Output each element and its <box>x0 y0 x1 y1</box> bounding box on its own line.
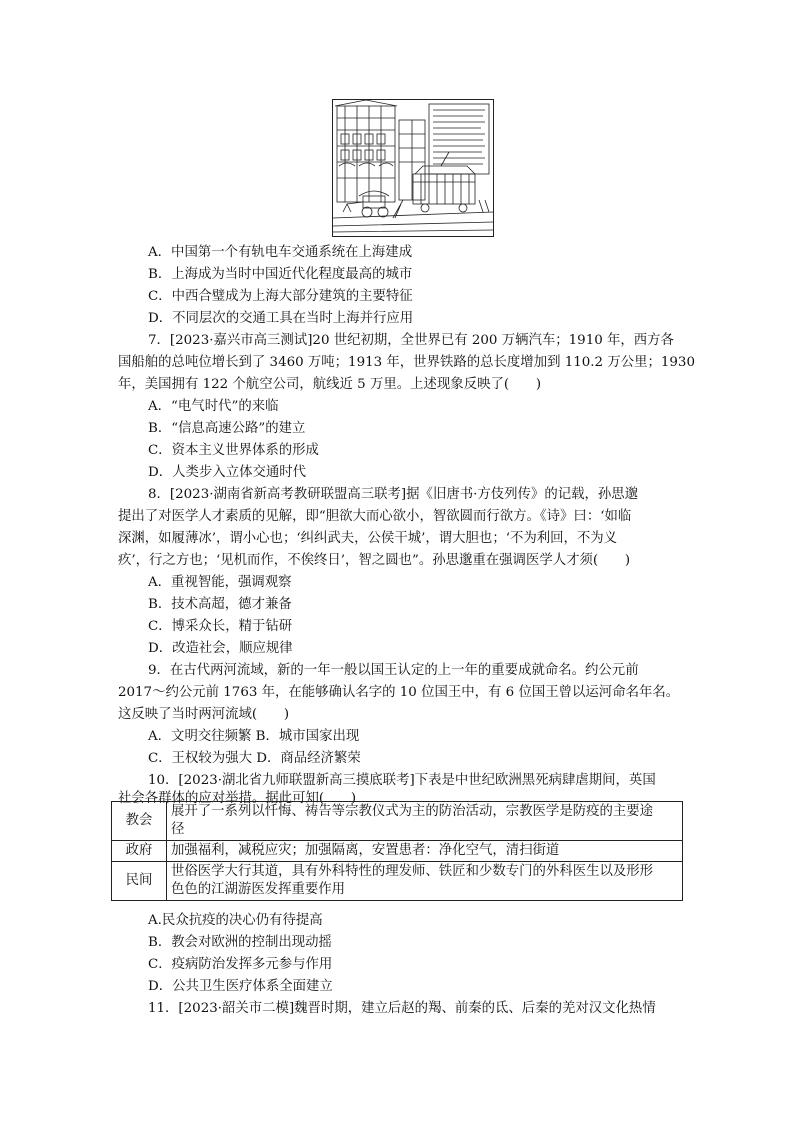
q7-stem-line-3: 年，美国拥有 122 个航空公司，航线近 5 万里。上述现象反映了( ) <box>118 377 542 392</box>
q9-options-ab: A．文明交往频繁 B．城市国家出现 <box>148 729 360 744</box>
q10-option-d: D．公共卫生医疗体系全面建立 <box>148 979 333 994</box>
table-cell-measure <box>167 862 683 901</box>
q9-stem-line-1: 9．在古代两河流域，新的一年一般以国王认定的上一年的重要成就命名。约公元前 <box>148 663 639 678</box>
q10-stem-line-2: 社会各群体的应对举措。据此可知( ) <box>118 791 357 806</box>
q11-stem-line-1: 11．[2023·韶关市二模]魏晋时期，建立后赵的羯、前秦的氐、后秦的羌对汉文化热情 <box>148 1001 656 1016</box>
q7-stem-line-1: 7．[2023·嘉兴市高三测试]20 世纪初期，全世界已有 200 万辆汽车；1910 年，西方各 <box>148 333 674 348</box>
table-cell-group: 教会 <box>112 802 167 841</box>
q6-option-b: B．上海成为当时中国近代化程度最高的城市 <box>148 267 413 282</box>
table-cell-group: 政府 <box>112 841 167 862</box>
q7-option-a: A．“电气时代”的来临 <box>148 399 279 414</box>
table-cell-measure <box>167 841 683 862</box>
q8-option-a: A．重视智能，强调观察 <box>148 575 292 590</box>
q8-option-d: D．改造社会，顺应规律 <box>148 641 293 656</box>
black-death-response-table <box>111 801 683 901</box>
q7-option-c: C．资本主义世界体系的形成 <box>148 443 319 458</box>
table-cell-text: 世俗医学大行其道，具有外科特性的理发师、铁匠和少数专门的外科医生以及形形 <box>171 864 654 879</box>
table-cell-text: 加强福利，减税应灾；加强隔离，安置患者：净化空气，清扫街道 <box>171 843 560 858</box>
historical-street-engraving-icon <box>333 100 493 236</box>
q6-option-c: C．中西合璧成为上海大部分建筑的主要特征 <box>148 289 413 304</box>
table-row <box>112 862 683 901</box>
table-cell-text: 径 <box>171 822 185 837</box>
table-row <box>112 841 683 862</box>
q8-stem-line-3: 深渊，如履薄冰’，谓小心也；‘纠纠武夫，公侯干城’，谓大胆也；‘不为利回，不为义 <box>118 531 618 546</box>
table-row <box>112 802 683 841</box>
table-cell-group: 民间 <box>112 862 167 901</box>
q7-stem-line-2: 国船舶的总吨位增长到了 3460 万吨；1913 年，世界铁路的总长度增加到 110.2 万公里；1930 <box>118 355 695 370</box>
q8-option-b: B．技术高超，德才兼备 <box>148 597 292 612</box>
historical-street-illustration <box>332 99 494 237</box>
q8-stem-line-2: 提出了对医学人才素质的见解，即“胆欲大而心欲小，智欲圆而行欲方。《诗》曰：‘如临 <box>118 509 632 524</box>
q9-stem-line-2: 2017～约公元前 1763 年，在能够确认名字的 10 位国王中，有 6 位国王曾以运河命名年名。 <box>118 685 680 700</box>
q7-option-d: D．人类步入立体交通时代 <box>148 465 307 480</box>
table-cell-measure <box>167 802 683 841</box>
q6-option-d: D．不同层次的交通工具在当时上海并行应用 <box>148 311 414 326</box>
q8-option-c: C．博采众长，精于钻研 <box>148 619 293 634</box>
q8-stem-line-1: 8．[2023·湖南省新高考教研联盟高三联考]据《旧唐书·方伎列传》的记载，孙思邈 <box>148 487 639 502</box>
q9-options-cd: C．王权较为强大 D．商品经济繁荣 <box>148 751 361 766</box>
table-cell-text: 色色的江湖游医发挥重要作用 <box>171 882 346 897</box>
q10-option-b: B．教会对欧洲的控制出现动摇 <box>148 935 332 950</box>
q9-stem-line-3: 这反映了当时两河流域( ) <box>118 707 290 722</box>
q10-option-c: C．疫病防治发挥多元参与作用 <box>148 957 333 972</box>
q8-stem-line-4: 疚’，行之方也；‘见机而作，不俟终日’，智之圆也”。孙思邈重在强调医学人才须( ) <box>118 553 631 568</box>
q7-option-b: B．“信息高速公路”的建立 <box>148 421 306 436</box>
table-cell-text: 展开了一系列以忏悔、祷告等宗教仪式为主的防治活动，宗教医学是防疫的主要途 <box>171 804 654 819</box>
q10-option-a: A.民众抗疫的决心仍有待提高 <box>148 913 323 928</box>
q10-stem-line-1: 10．[2023·湖北省九师联盟新高三摸底联考]下表是中世纪欧洲黑死病肆虐期间，英国 <box>148 773 656 788</box>
q6-option-a: A．中国第一个有轨电车交通系统在上海建成 <box>148 245 413 260</box>
